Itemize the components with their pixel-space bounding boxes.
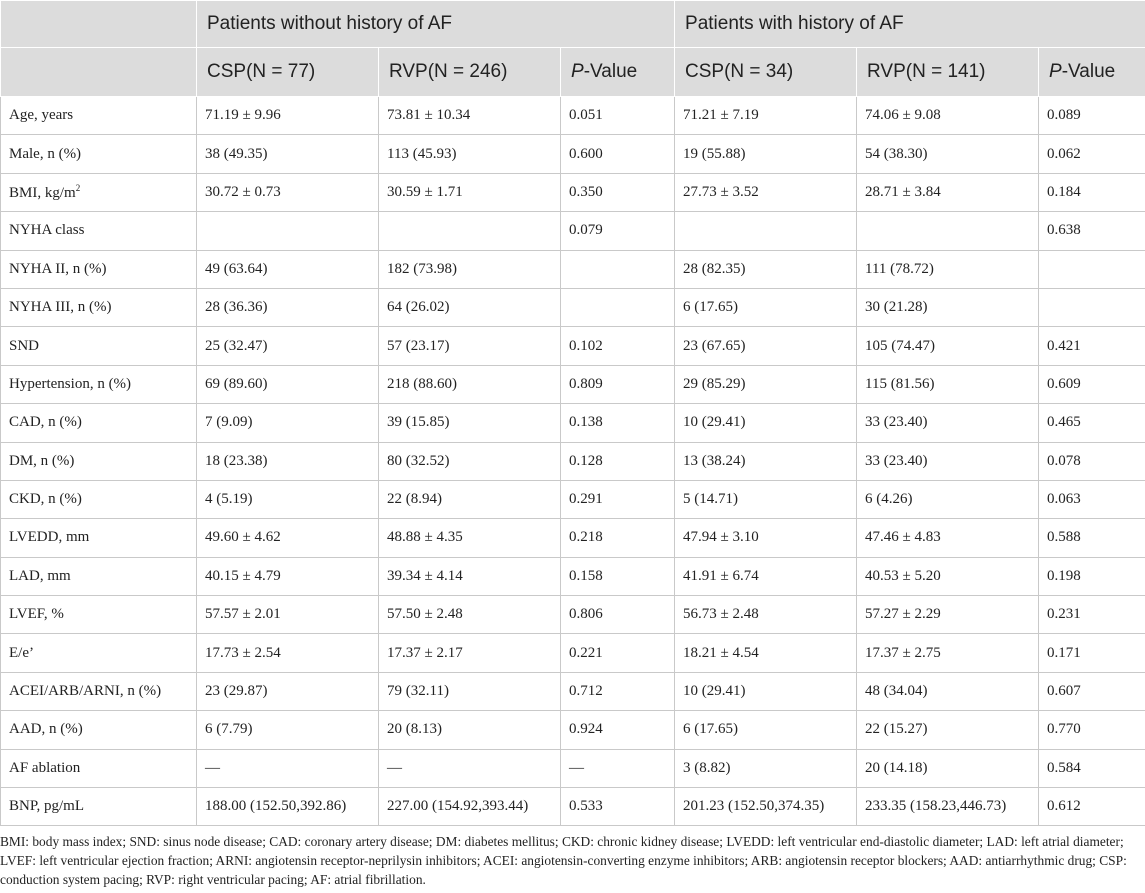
csp-without-cell [197, 442, 379, 480]
csp-with-cell [675, 557, 857, 595]
pvalue-without-cell [561, 711, 675, 749]
cell-text: 49.60 ± 4.62 [205, 529, 281, 546]
cell-text: 113 (45.93) [387, 145, 457, 162]
rvp-without-cell [379, 327, 561, 365]
cell-text: 0.218 [569, 529, 603, 546]
cell-text: 25 (32.47) [205, 337, 268, 354]
pvalue-without-cell [561, 404, 675, 442]
pvalue-with-cell [1039, 365, 1145, 403]
csp-with-cell [675, 711, 857, 749]
cell-text: 5 (14.71) [683, 491, 739, 508]
csp-with-cell [675, 634, 857, 672]
cell-text: 0.063 [1047, 491, 1081, 508]
rvp-with-cell [857, 749, 1039, 787]
cell-text: 0.584 [1047, 759, 1081, 776]
row-label [1, 135, 197, 173]
cell-text: 71.19 ± 9.96 [205, 107, 281, 124]
cell-text: Age, years [9, 107, 74, 124]
table-row [1, 634, 1145, 672]
pvalue-with-cell [1039, 404, 1145, 442]
cell-text: 182 (73.98) [387, 260, 457, 277]
csp-without-cell [197, 250, 379, 288]
csp-with-cell [675, 788, 857, 826]
table-header [1, 1, 1145, 97]
cell-text: 18 (23.38) [205, 452, 268, 469]
pvalue-with-cell [1039, 442, 1145, 480]
cell-text: Hypertension, n (%) [9, 375, 132, 392]
csp-without-cell [197, 557, 379, 595]
rvp-without-cell [379, 519, 561, 557]
row-label [1, 749, 197, 787]
table-footnote: BMI: body mass index; SND: sinus node disease; CAD: coronary artery disease; DM: diabetes mellitus; CKD: chronic kidney disease; LVEDD: left ventricular end-diastolic diameter; LAD: left atrial diameter; LVEF: left ventricular ejection fraction; ARNI: angiotensin receptor-neprilysin inhibitors; ACEI: angiotensin-converting enzyme inhibitors; ARB: angiotensin receptor blockers; AAD: antiarrhythmic drug; CSP: conduction system pacing; RVP: right ventricular pacing; AF: atrial fibrillation. [0, 834, 1127, 888]
table-row [1, 288, 1145, 326]
pvalue-without-cell [561, 596, 675, 634]
group-header-with-af: Patients with history of AF [675, 1, 1145, 48]
row-label [1, 480, 197, 518]
cell-text: 6 (4.26) [865, 491, 913, 508]
cell-text: 3 (8.82) [683, 759, 731, 776]
rvp-without-cell [379, 288, 561, 326]
rvp-without-cell [379, 672, 561, 710]
csp-with-cell [675, 672, 857, 710]
pvalue-with-cell [1039, 173, 1145, 211]
cell-text: 17.73 ± 2.54 [205, 644, 281, 661]
rvp-with-cell [857, 557, 1039, 595]
csp-with-cell [675, 250, 857, 288]
cell-text: 105 (74.47) [865, 337, 936, 354]
row-label [1, 327, 197, 365]
cell-text: 22 (8.94) [387, 491, 442, 508]
cell-text: 54 (38.30) [865, 145, 928, 162]
pvalue-without-cell [561, 519, 675, 557]
cell-text: 49 (63.64) [205, 260, 268, 277]
pvalue-with-cell [1039, 250, 1145, 288]
csp-with-cell [675, 288, 857, 326]
cell-text: NYHA II, n (%) [9, 260, 107, 277]
cell-text: 227.00 (154.92,393.44) [387, 798, 529, 815]
cell-text: 17.37 ± 2.17 [387, 644, 463, 661]
cell-text: 39.34 ± 4.14 [387, 567, 463, 584]
csp-without-cell [197, 788, 379, 826]
pvalue-with-cell [1039, 135, 1145, 173]
cell-text: 57.57 ± 2.01 [205, 606, 281, 623]
pvalue-with-cell [1039, 557, 1145, 595]
cell-text: 6 (7.79) [205, 721, 253, 738]
cell-text: BMI, kg/m [9, 184, 76, 201]
rvp-with-cell [857, 480, 1039, 518]
row-label [1, 97, 197, 135]
cell-text: LAD, mm [9, 567, 71, 584]
cell-text: 0.291 [569, 491, 603, 508]
table-row [1, 672, 1145, 710]
cell-text: 0.421 [1047, 337, 1081, 354]
pvalue-without-cell [561, 97, 675, 135]
pvalue-without-cell [561, 442, 675, 480]
rvp-without-cell [379, 442, 561, 480]
pvalue-without-cell [561, 634, 675, 672]
csp-without-cell [197, 327, 379, 365]
rvp-without-cell [379, 634, 561, 672]
cell-text: Male, n (%) [9, 145, 82, 162]
row-label [1, 404, 197, 442]
cell-text: 56.73 ± 2.48 [683, 606, 759, 623]
rvp-with-cell [857, 596, 1039, 634]
csp-without-cell [197, 480, 379, 518]
pvalue-without-cell [561, 135, 675, 173]
pvalue-with-cell [1039, 327, 1145, 365]
cell-text: 27.73 ± 3.52 [683, 183, 759, 200]
csp-without-cell [197, 288, 379, 326]
pvalue-without-cell [561, 672, 675, 710]
pvalue-suffix: -Value [583, 61, 638, 82]
csp-without-cell [197, 519, 379, 557]
cell-text: SND [9, 337, 40, 354]
table-row [1, 404, 1145, 442]
cell-text: 73.81 ± 10.34 [387, 107, 471, 124]
cell-text: 10 (29.41) [683, 414, 746, 431]
cell-text: 233.35 (158.23,446.73) [865, 798, 1007, 815]
row-label [1, 672, 197, 710]
cell-text: E/e’ [9, 644, 34, 661]
cell-text: LVEDD, mm [9, 529, 90, 546]
cell-text: — [387, 759, 402, 776]
cell-text: DM, n (%) [9, 452, 75, 469]
cell-text: 17.37 ± 2.75 [865, 644, 941, 661]
row-label [1, 442, 197, 480]
cell-text: AAD, n (%) [9, 721, 83, 738]
cell-text: 0.638 [1047, 222, 1081, 239]
cell-text: — [569, 759, 584, 776]
cell-text: 10 (29.41) [683, 683, 746, 700]
cell-text: 0.770 [1047, 721, 1081, 738]
pvalue-with-cell [1039, 97, 1145, 135]
csp-with-cell [675, 404, 857, 442]
table-row [1, 596, 1145, 634]
group-header-without-af: Patients without history of AF [197, 1, 675, 48]
cell-text: 115 (81.56) [865, 375, 935, 392]
cell-text: — [205, 759, 220, 776]
rvp-with-cell [857, 135, 1039, 173]
cell-text: BNP, pg/mL [9, 798, 85, 815]
row-label [1, 365, 197, 403]
cell-text: 0.612 [1047, 798, 1081, 815]
rvp-without-cell [379, 404, 561, 442]
rvp-with-cell [857, 634, 1039, 672]
cell-text: 0.809 [569, 375, 603, 392]
rvp-without-cell [379, 250, 561, 288]
cell-text: 111 (78.72) [865, 260, 934, 277]
row-label [1, 711, 197, 749]
csp-with-cell [675, 212, 857, 250]
row-label [1, 557, 197, 595]
cell-text: 22 (15.27) [865, 721, 928, 738]
rvp-with-cell [857, 327, 1039, 365]
pvalue-without-cell [561, 365, 675, 403]
pvalue-italic-p: P [571, 61, 584, 82]
rvp-without-cell [379, 596, 561, 634]
cell-text: 47.46 ± 4.83 [865, 529, 941, 546]
table-row [1, 173, 1145, 211]
bmi-unit-superscript: 2 [75, 182, 81, 193]
rvp-with-cell [857, 788, 1039, 826]
rvp-with-cell [857, 173, 1039, 211]
rvp-with-cell [857, 250, 1039, 288]
cell-text: 79 (32.11) [387, 683, 449, 700]
table-body [1, 97, 1145, 826]
pvalue-with-cell [1039, 288, 1145, 326]
table-row [1, 519, 1145, 557]
row-label [1, 212, 197, 250]
pvalue-italic-p: P [1049, 61, 1062, 82]
pvalue-without-cell [561, 173, 675, 211]
cell-text: 0.712 [569, 683, 603, 700]
cell-text: 23 (29.87) [205, 683, 268, 700]
pvalue-without-cell [561, 557, 675, 595]
rvp-without-cell [379, 97, 561, 135]
csp-without-cell [197, 404, 379, 442]
pvalue-with-cell [1039, 480, 1145, 518]
table-row [1, 365, 1145, 403]
cell-text: 0.158 [569, 567, 603, 584]
cell-text: 0.062 [1047, 145, 1081, 162]
cell-text: 0.609 [1047, 375, 1081, 392]
csp-without-cell [197, 672, 379, 710]
cell-text: 48.88 ± 4.35 [387, 529, 463, 546]
cell-text: 30 (21.28) [865, 299, 928, 316]
row-label [1, 250, 197, 288]
rvp-with-cell [857, 672, 1039, 710]
csp-with-cell [675, 480, 857, 518]
cell-text: NYHA III, n (%) [9, 299, 112, 316]
col-header-pvalue-with [1039, 48, 1145, 97]
cell-text: 13 (38.24) [683, 452, 746, 469]
cell-text: 0.198 [1047, 567, 1081, 584]
csp-without-cell [197, 749, 379, 787]
table-row [1, 250, 1145, 288]
cell-text: 28 (82.35) [683, 260, 746, 277]
rvp-with-cell [857, 442, 1039, 480]
row-label [1, 519, 197, 557]
csp-without-cell [197, 365, 379, 403]
rvp-with-cell [857, 404, 1039, 442]
cell-text: 6 (17.65) [683, 299, 739, 316]
cell-text: 57.27 ± 2.29 [865, 606, 941, 623]
cell-text: 33 (23.40) [865, 452, 928, 469]
cell-text: ACEI/ARB/ARNI, n (%) [9, 683, 162, 700]
cell-text: 0.465 [1047, 414, 1081, 431]
pvalue-without-cell [561, 250, 675, 288]
cell-text: 57 (23.17) [387, 337, 450, 354]
pvalue-with-cell [1039, 672, 1145, 710]
col-header-csp-without: CSP(N = 77) [197, 48, 379, 97]
csp-with-cell [675, 596, 857, 634]
cell-text: 0.588 [1047, 529, 1081, 546]
cell-text: 57.50 ± 2.48 [387, 606, 463, 623]
cell-text: 0.924 [569, 721, 603, 738]
cell-text: 74.06 ± 9.08 [865, 107, 941, 124]
table-row [1, 711, 1145, 749]
csp-without-cell [197, 711, 379, 749]
cell-text: LVEF, % [9, 606, 64, 623]
cell-text: 28.71 ± 3.84 [865, 183, 941, 200]
col-header-csp-with: CSP(N = 34) [675, 48, 857, 97]
csp-without-cell [197, 135, 379, 173]
cell-text: 47.94 ± 3.10 [683, 529, 759, 546]
pvalue-without-cell [561, 788, 675, 826]
pvalue-with-cell [1039, 596, 1145, 634]
rvp-with-cell [857, 212, 1039, 250]
csp-without-cell [197, 596, 379, 634]
cell-text: AF ablation [9, 759, 81, 776]
cell-text: 39 (15.85) [387, 414, 450, 431]
cell-text: 64 (26.02) [387, 299, 450, 316]
cell-text: 0.184 [1047, 183, 1081, 200]
csp-with-cell [675, 749, 857, 787]
rvp-without-cell [379, 711, 561, 749]
col-header-rvp-with: RVP(N = 141) [857, 48, 1039, 97]
pvalue-suffix: -Value [1061, 61, 1116, 82]
cell-text: 29 (85.29) [683, 375, 746, 392]
cell-text: 0.600 [569, 145, 603, 162]
cell-text: 41.91 ± 6.74 [683, 567, 759, 584]
table-row [1, 97, 1145, 135]
col-header-pvalue-without [561, 48, 675, 97]
rvp-without-cell [379, 173, 561, 211]
cell-text: 6 (17.65) [683, 721, 739, 738]
csp-with-cell [675, 519, 857, 557]
rvp-with-cell [857, 519, 1039, 557]
rvp-with-cell [857, 97, 1039, 135]
rvp-without-cell [379, 212, 561, 250]
cell-text: 0.089 [1047, 107, 1081, 124]
cell-text: 18.21 ± 4.54 [683, 644, 759, 661]
table-row [1, 480, 1145, 518]
pvalue-without-cell [561, 327, 675, 365]
cell-text: 0.350 [569, 183, 603, 200]
cell-text: 48 (34.04) [865, 683, 928, 700]
pvalue-without-cell [561, 212, 675, 250]
cell-text: 0.078 [1047, 452, 1081, 469]
cell-text: 0.138 [569, 414, 603, 431]
cell-text: CKD, n (%) [9, 491, 82, 508]
rvp-without-cell [379, 788, 561, 826]
csp-with-cell [675, 97, 857, 135]
cell-text: 28 (36.36) [205, 299, 268, 316]
table-row [1, 749, 1145, 787]
table-row [1, 135, 1145, 173]
csp-with-cell [675, 365, 857, 403]
cell-text: 0.079 [569, 222, 603, 239]
cell-text: 0.806 [569, 606, 603, 623]
row-label [1, 788, 197, 826]
cell-text: 20 (14.18) [865, 759, 928, 776]
cell-text: 4 (5.19) [205, 491, 253, 508]
pvalue-without-cell [561, 749, 675, 787]
cell-text: CAD, n (%) [9, 414, 82, 431]
cell-text: 69 (89.60) [205, 375, 268, 392]
cell-text: 71.21 ± 7.19 [683, 107, 759, 124]
cell-text: 40.15 ± 4.79 [205, 567, 281, 584]
csp-without-cell [197, 97, 379, 135]
pvalue-with-cell [1039, 212, 1145, 250]
row-label [1, 634, 197, 672]
pvalue-with-cell [1039, 711, 1145, 749]
cell-text: 0.231 [1047, 606, 1081, 623]
rvp-with-cell [857, 288, 1039, 326]
csp-with-cell [675, 135, 857, 173]
pvalue-without-cell [561, 480, 675, 518]
cell-text: 38 (49.35) [205, 145, 268, 162]
rvp-with-cell [857, 711, 1039, 749]
cell-text: 0.051 [569, 107, 603, 124]
table-row [1, 557, 1145, 595]
row-label [1, 596, 197, 634]
cell-text: 33 (23.40) [865, 414, 928, 431]
csp-without-cell [197, 212, 379, 250]
cell-text: 218 (88.60) [387, 375, 457, 392]
cell-text: 30.72 ± 0.73 [205, 183, 281, 200]
cell-text: 188.00 (152.50,392.86) [205, 798, 347, 815]
cell-text: 0.128 [569, 452, 603, 469]
col-header-rvp-without: RVP(N = 246) [379, 48, 561, 97]
rvp-without-cell [379, 135, 561, 173]
cell-text: 40.53 ± 5.20 [865, 567, 941, 584]
cell-text: 0.533 [569, 798, 603, 815]
header-corner-cell-2 [1, 48, 197, 97]
cell-text: 20 (8.13) [387, 721, 442, 738]
header-corner-cell [1, 1, 197, 48]
cell-text: 30.59 ± 1.71 [387, 183, 463, 200]
cell-text: 7 (9.09) [205, 414, 253, 431]
cell-text: 0.607 [1047, 683, 1081, 700]
rvp-without-cell [379, 365, 561, 403]
rvp-without-cell [379, 557, 561, 595]
table-row [1, 788, 1145, 826]
rvp-without-cell [379, 749, 561, 787]
csp-with-cell [675, 442, 857, 480]
cell-text: 23 (67.65) [683, 337, 746, 354]
cell-text: NYHA class [9, 222, 85, 239]
rvp-without-cell [379, 480, 561, 518]
csp-with-cell [675, 173, 857, 211]
cell-text: 201.23 (152.50,374.35) [683, 798, 825, 815]
csp-without-cell [197, 173, 379, 211]
row-label [1, 288, 197, 326]
cell-text: 0.171 [1047, 644, 1081, 661]
cell-text: 80 (32.52) [387, 452, 450, 469]
cell-text: 0.221 [569, 644, 603, 661]
table-row [1, 327, 1145, 365]
cell-text: 0.102 [569, 337, 603, 354]
pvalue-with-cell [1039, 519, 1145, 557]
cell-text: 19 (55.88) [683, 145, 746, 162]
csp-without-cell [197, 634, 379, 672]
csp-with-cell [675, 327, 857, 365]
pvalue-with-cell [1039, 634, 1145, 672]
rvp-with-cell [857, 365, 1039, 403]
table-row [1, 442, 1145, 480]
pvalue-with-cell [1039, 788, 1145, 826]
pvalue-without-cell [561, 288, 675, 326]
table-row [1, 212, 1145, 250]
pvalue-with-cell [1039, 749, 1145, 787]
row-label [1, 173, 197, 211]
